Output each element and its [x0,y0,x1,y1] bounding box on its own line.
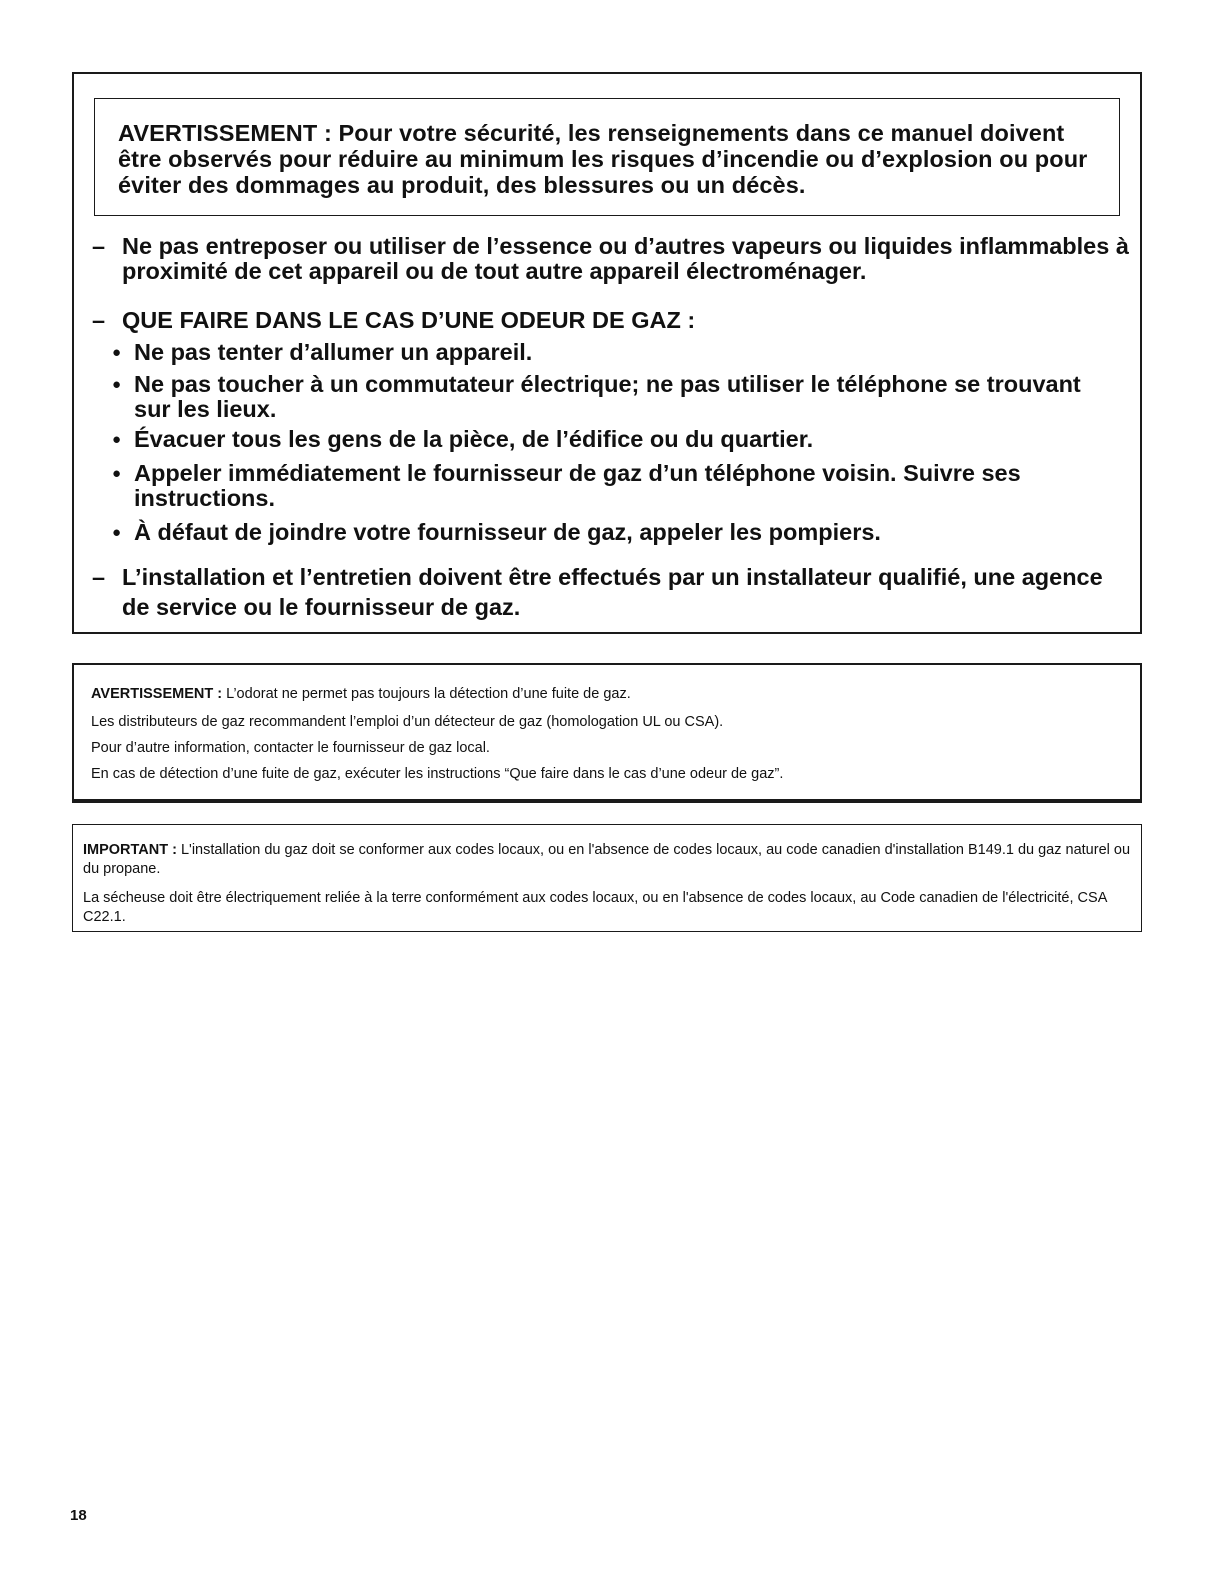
bullet-text: Ne pas toucher à un commutateur électrique; ne pas utiliser le téléphone se trouvant sur les lieux. [134,371,1081,422]
list-item-installation [92,562,1132,622]
bullet-text: Ne pas tenter d’allumer un appareil. [134,339,533,365]
important-paragraph [83,841,1131,879]
important-text: L'installation du gaz doit se conformer aux codes locaux, ou en l'absence de codes locaux, au code canadien d'installation B149.1 du gaz naturel ou du propane. [83,842,1131,877]
bullet-icon: ● [112,524,122,541]
dash-marker: – [92,564,106,590]
odor-warning-line [91,685,1121,704]
bullet-item [112,461,1122,511]
list-item-text: L’installation et l’entretien doivent être effectués par un installateur qualifié, une agence de service ou le fournisseur de gaz. [122,564,1103,620]
bullet-item [112,372,1122,422]
bullet-icon: ● [112,344,122,361]
bullet-item [112,340,1122,365]
odor-warning-line: Pour d’autre information, contacter le fournisseur de gaz local. [91,740,490,756]
gas-odor-heading [92,308,1132,333]
odor-warning-line: Les distributeurs de gaz recommandent l’emploi d’un détecteur de gaz (homologation UL ou CSA). [91,714,724,730]
bullet-text: Appeler immédiatement le fournisseur de gaz d’un téléphone voisin. Suivre ses instructions. [134,460,1021,511]
list-item-flammables [92,234,1132,284]
dash-marker: – [92,307,106,333]
bullet-text: À défaut de joindre votre fournisseur de gaz, appeler les pompiers. [134,519,881,545]
page-number: 18 [70,1507,87,1524]
odor-warning-label: AVERTISSEMENT : [91,686,223,702]
bullet-item [112,427,1122,452]
bullet-text: Évacuer tous les gens de la pièce, de l’édifice ou du quartier. [134,426,814,452]
bullet-icon: ● [112,376,122,393]
bullet-item [112,520,1122,545]
list-item-text: Ne pas entreposer ou utiliser de l’essence ou d’autres vapeurs ou liquides inflammables à proximité de cet appareil ou de tout autre appareil électroménager. [122,233,1129,284]
bullet-icon: ● [112,431,122,448]
odor-warning-line: En cas de détection d’une fuite de gaz, exécuter les instructions “Que faire dans le cas d’une odeur de gaz”. [91,766,784,782]
warning-heading: AVERTISSEMENT : Pour votre sécurité, les renseignements dans ce manuel doivent être observés pour réduire au minimum les risques d’incendie ou d’explosion ou pour éviter des dommages au produit, des blessures ou un décès. [118,120,1088,198]
important-paragraph: La sécheuse doit être électriquement reliée à la terre conformément aux codes locaux, ou en l'absence de codes locaux, au Code canadien de l'électricité, CSA C22.1. [83,890,1107,925]
bullet-icon: ● [112,465,122,482]
important-label: IMPORTANT : [83,842,177,858]
odor-warning-text: L’odorat ne permet pas toujours la détection d’une fuite de gaz. [222,686,631,702]
gas-odor-heading-text: QUE FAIRE DANS LE CAS D’UNE ODEUR DE GAZ : [122,307,696,333]
dash-marker: – [92,233,106,259]
